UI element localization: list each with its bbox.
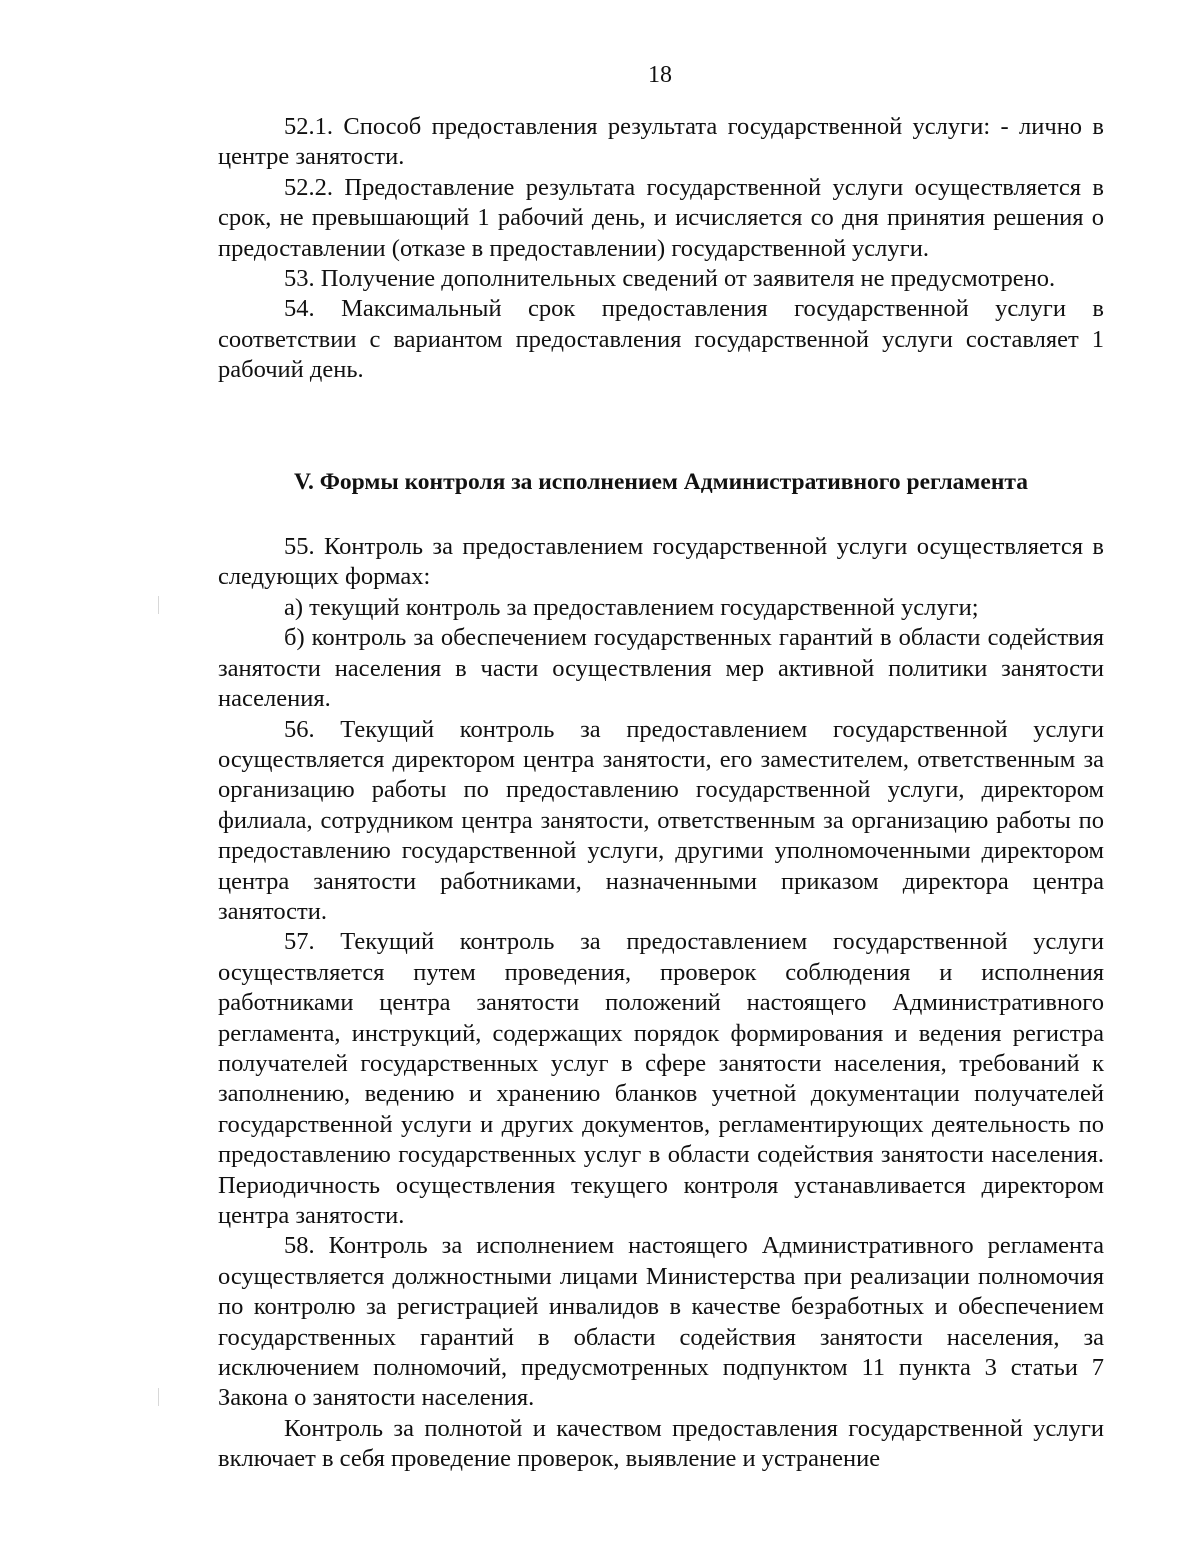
paragraph-54: 54. Максимальный срок предоставления государственной услуги в соответствии с вариантом предоставления государственной услуги составляет 1 рабочий день. — [218, 295, 1104, 384]
paragraph-55-b: б) контроль за обеспечением государственных гарантий в области содействия занятости населения в части осуществления мер активной политики занятости населения. — [218, 624, 1104, 713]
paragraph-53: 53. Получение дополнительных сведений от заявителя не предусмотрено. — [284, 265, 1056, 293]
paragraph-56: 56. Текущий контроль за предоставлением государственной услуги осуществляется директором центра занятости, его заместителем, ответственным за организацию работы по предоставлению государственной услуги, директором филиала, сотрудником центра занятости, ответственным за организацию работы по предоставлению государственной услуги, другими уполномоченными директором центра занятости работниками, назначенными приказом директора центра занятости. — [218, 715, 1104, 925]
scan-margin-mark — [158, 596, 159, 614]
paragraph-58: 58. Контроль за исполнением настоящего Административного регламента осуществляется должностными лицами Министерства при реализации полномочия по контролю за регистрацией инвалидов в качестве безработных и обеспечением государственных гарантий в области содействия занятости населения, за исключением полномочий, предусмотренных подпунктом 11 пункта 3 статьи 7 Закона о занятости населения. — [218, 1232, 1104, 1412]
paragraph-55: 55. Контроль за предоставлением государственной услуги осуществляется в следующих формах: — [218, 533, 1104, 591]
paragraph-52-2: 52.2. Предоставление результата государственной услуги осуществляется в срок, не превышающий 1 рабочий день, и исчисляется со дня принятия решения о предоставлении (отказе в предоставлении) государственной услуги. — [218, 173, 1104, 262]
section-heading: V. Формы контроля за исполнением Административного регламента — [294, 468, 1028, 495]
page-number: 18 — [648, 62, 672, 88]
paragraph-52-1: 52.1. Способ предоставления результата государственной услуги: - лично в центре занятости. — [218, 113, 1104, 171]
paragraph-57: 57. Текущий контроль за предоставлением государственной услуги осуществляется путем проведения, проверок соблюдения и исполнения работниками центра занятости положений настоящего Административного регламента, инструкций, содержащих порядок формирования и ведения регистра получателей государственных услуг в сфере занятости населения, требований к заполнению, ведению и хранению бланков учетной документации получателей государственной услуги и других документов, регламентирующих деятельность по предоставлению государственных услуг в области содействия занятости населения. Периодичность осуществления текущего контроля устанавливается директором центра занятости. — [218, 928, 1104, 1229]
document-body — [218, 112, 1104, 1475]
scan-margin-mark — [158, 1388, 159, 1406]
paragraph-55-a: а) текущий контроль за предоставлением государственной услуги; — [284, 593, 979, 621]
paragraph-control-quality: Контроль за полнотой и качеством предоставления государственной услуги включает в себя проведение проверок, выявление и устранение — [218, 1414, 1104, 1473]
